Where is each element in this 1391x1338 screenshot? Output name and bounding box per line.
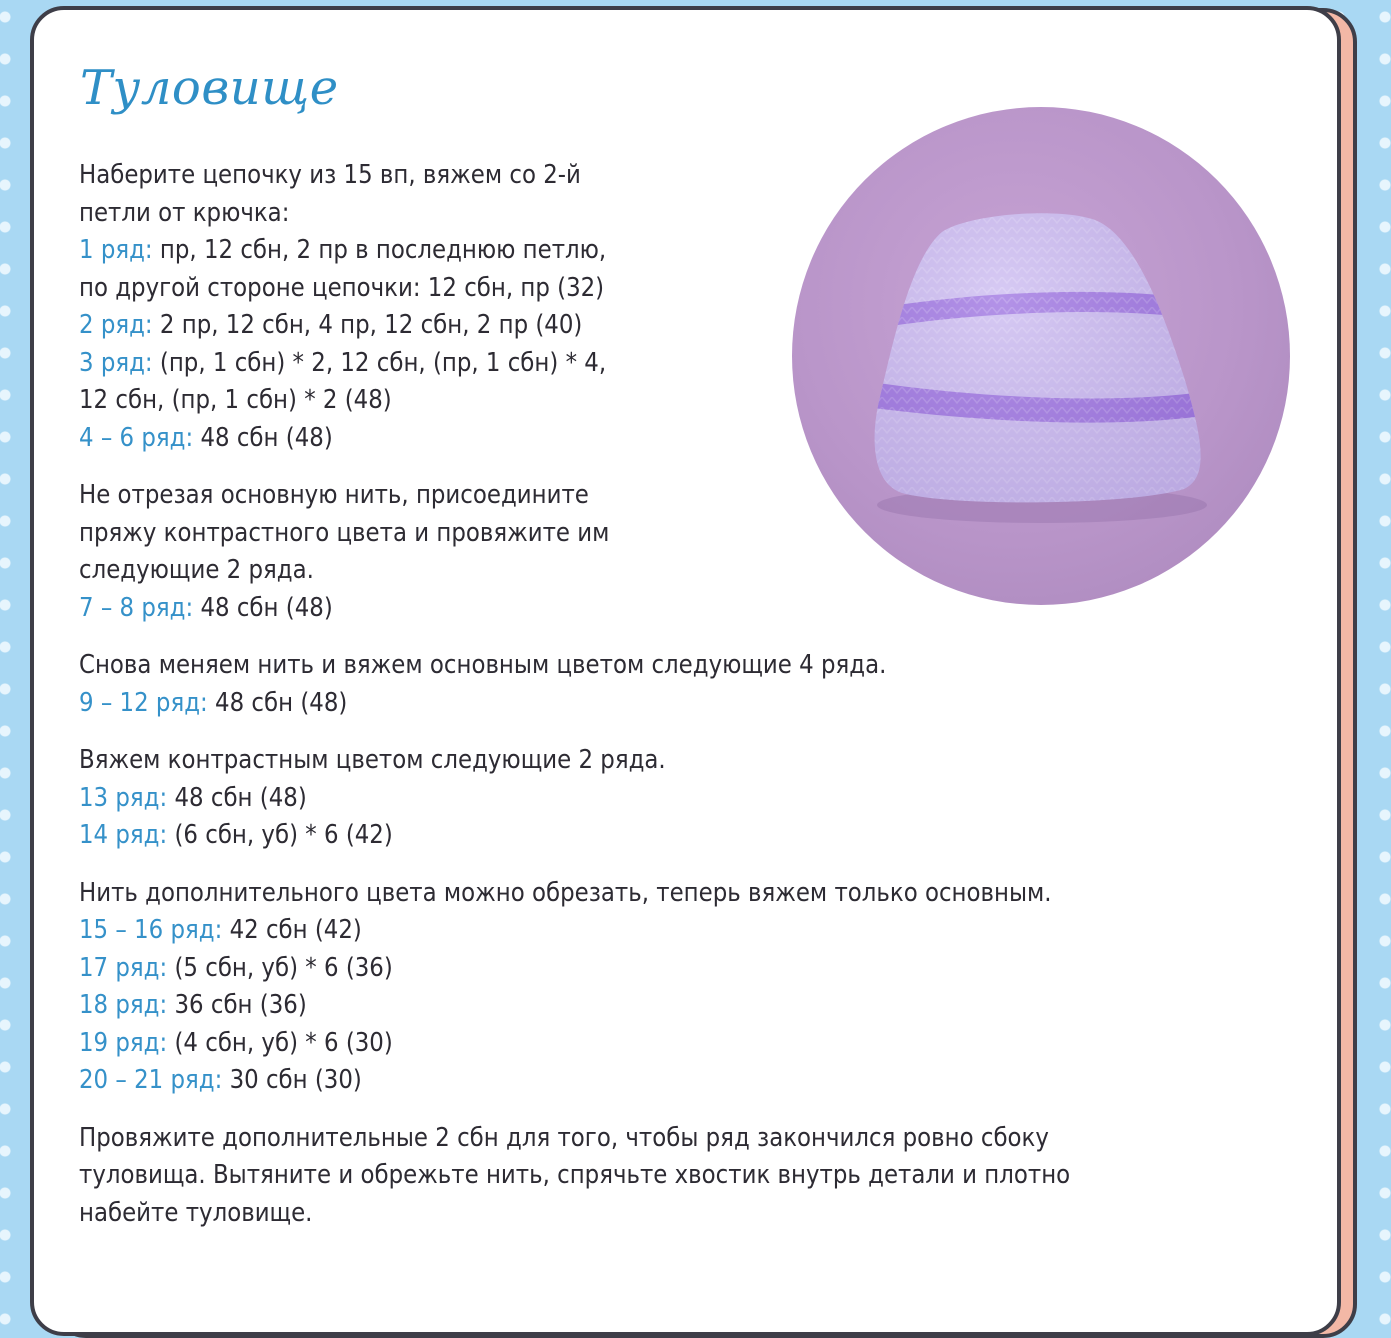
instruction-paragraph — [79, 647, 1135, 722]
row-label: 17 ряд: — [79, 952, 168, 983]
row-text: туловища. Вытяните и обрежьте нить, спрячьте хвостик внутрь детали и плотно — [79, 1160, 1071, 1190]
row-label: 7 – 8 ряд: — [79, 592, 194, 623]
row-text: набейте туловище. — [79, 1197, 313, 1228]
row-label: 1 ряд: — [79, 235, 153, 265]
row-label: 14 ряд: — [79, 820, 168, 850]
row-text: 42 сбн (42) — [222, 915, 362, 945]
instruction-line — [79, 987, 1135, 1025]
row-text: по другой стороне цепочки: 12 сбн, пр (32) — [79, 272, 605, 303]
row-text: Вяжем контрастным цветом следующие 2 ряда. — [79, 745, 666, 775]
row-text: Снова меняем нить и вяжем основным цветом следующие 4 ряда. — [79, 650, 887, 680]
row-label: 9 – 12 ряд: — [79, 687, 208, 718]
row-text: пр, 12 сбн, 2 пр в последнюю петлю, — [152, 235, 607, 265]
row-text: 30 сбн (30) — [222, 1065, 362, 1095]
instruction-paragraph — [79, 742, 1135, 855]
row-text: петли от крючка: — [79, 197, 290, 228]
row-text: (6 сбн, уб) * 6 (42) — [167, 820, 393, 850]
instruction-paragraph — [79, 875, 1135, 1100]
instruction-line — [79, 1120, 1135, 1158]
row-label: 3 ряд: — [79, 347, 153, 378]
row-label: 18 ряд: — [79, 990, 168, 1020]
row-text: пряжу контрастного цвета и провяжите им — [79, 517, 610, 548]
instruction-line — [79, 1157, 1135, 1195]
instruction-line — [79, 685, 1135, 723]
row-label: 15 – 16 ряд: — [79, 915, 223, 945]
instruction-line — [79, 742, 1135, 780]
row-text: (5 сбн, уб) * 6 (36) — [167, 952, 393, 983]
page-title: Туловище — [80, 60, 339, 116]
instruction-line — [79, 912, 1135, 950]
instruction-line — [79, 950, 1135, 988]
instruction-line — [79, 780, 1135, 818]
instruction-line — [79, 875, 1135, 913]
row-text: (пр, 1 сбн) * 2, 12 сбн, (пр, 1 сбн) * 4, — [152, 347, 607, 378]
instruction-line — [79, 1195, 1135, 1233]
row-text: следующие 2 ряда. — [79, 555, 314, 585]
instruction-line — [79, 1062, 1135, 1100]
instruction-line — [79, 1025, 1135, 1063]
row-text: Не отрезая основную нить, присоедините — [79, 480, 589, 510]
row-label: 13 ряд: — [79, 782, 168, 813]
instruction-paragraph — [79, 1120, 1135, 1233]
row-text: Нить дополнительного цвета можно обрезать, теперь вяжем только основным. — [79, 877, 1052, 908]
instruction-line — [79, 817, 1135, 855]
row-text: (4 сбн, уб) * 6 (30) — [167, 1027, 393, 1058]
instruction-line — [79, 647, 1135, 685]
row-text: 48 сбн (48) — [167, 782, 307, 813]
row-label: 19 ряд: — [79, 1027, 168, 1058]
crocheted-body-photo — [792, 107, 1290, 605]
row-text: 48 сбн (48) — [207, 687, 348, 718]
row-text: 12 сбн, (пр, 1 сбн) * 2 (48) — [79, 385, 392, 415]
row-label: 4 – 6 ряд: — [79, 422, 194, 453]
row-text: 48 сбн (48) — [193, 592, 333, 623]
row-label: 2 ряд: — [79, 310, 153, 340]
row-text: 48 сбн (48) — [193, 422, 333, 453]
row-text: Наберите цепочку из 15 вп, вяжем со 2-й — [79, 160, 581, 190]
row-label: 20 – 21 ряд: — [79, 1065, 223, 1095]
row-text: Провяжите дополнительные 2 сбн для того, чтобы ряд закончился ровно сбоку — [79, 1122, 1049, 1153]
row-text: 2 пр, 12 сбн, 4 пр, 12 сбн, 2 пр (40) — [152, 310, 583, 340]
row-text: 36 сбн (36) — [167, 990, 307, 1020]
